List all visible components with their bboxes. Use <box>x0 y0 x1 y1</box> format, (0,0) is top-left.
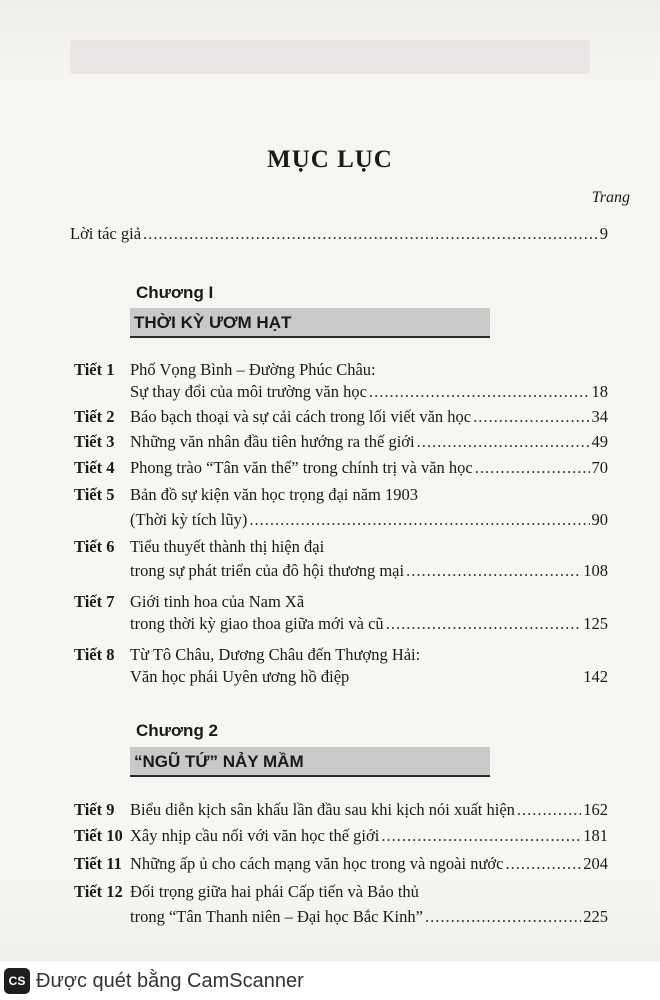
tiet-label: Tiết 4 <box>74 458 115 477</box>
entry-title: trong thời kỳ giao thoa giữa mới và cũ <box>130 614 384 633</box>
entry-title: trong sự phát triển của đô hội thương mại <box>130 561 405 580</box>
chapter-2-title: “NGŨ TỨ” NẢY MẦM <box>130 747 490 777</box>
tiet-label: Tiết 7 <box>74 592 115 611</box>
toc-entry-line[interactable] <box>130 592 608 612</box>
entry-title: Những ấp ủ cho cách mạng văn học trong và ngoài nước <box>130 854 504 873</box>
toc-entry-line[interactable] <box>130 800 608 820</box>
leader-dots <box>249 510 589 530</box>
entry-page: 70 <box>591 458 608 477</box>
camscanner-logo-icon: CS <box>4 968 30 994</box>
toc-entry-line[interactable] <box>130 360 608 380</box>
entry-page: 34 <box>591 407 608 426</box>
camscanner-watermark <box>0 962 660 1000</box>
preface-page: 9 <box>599 224 608 243</box>
toc-entry-line[interactable] <box>130 561 608 581</box>
entry-page: 90 <box>591 510 608 529</box>
entry-page: 181 <box>583 826 608 845</box>
entry-page: 125 <box>583 614 608 633</box>
chapter-1-title: THỜI KỲ ƯƠM HẠT <box>130 308 490 338</box>
toc-entry-line[interactable] <box>130 882 608 902</box>
entry-title: Sự thay đổi của môi trường văn học <box>130 382 367 401</box>
entry-title: Tiểu thuyết thành thị hiện đại <box>130 537 325 556</box>
toc-entry-line[interactable] <box>130 485 608 505</box>
leader-dots <box>386 614 582 634</box>
tiet-label: Tiết 2 <box>74 407 115 426</box>
toc-entry-line[interactable] <box>130 510 608 530</box>
entry-page: 204 <box>583 854 608 873</box>
bleed-header-band <box>70 40 590 74</box>
entry-title: Xây nhịp cầu nối với văn học thế giới <box>130 826 380 845</box>
preface-label: Lời tác giả <box>70 224 142 243</box>
entry-title: Từ Tô Châu, Dương Châu đến Thượng Hải: <box>130 645 421 664</box>
toc-entry-line[interactable] <box>130 645 608 665</box>
tiet-label: Tiết 9 <box>74 800 115 819</box>
toc-entry-line[interactable] <box>130 907 608 927</box>
tiet-label: Tiết 1 <box>74 360 115 379</box>
entry-title: Những văn nhân đầu tiên hướng ra thế giới <box>130 432 415 451</box>
tiet-label: Tiết 6 <box>74 537 115 556</box>
entry-page: 162 <box>583 800 608 819</box>
camscanner-text: Được quét bằng CamScanner <box>36 969 304 992</box>
toc-entry-line[interactable] <box>130 614 608 634</box>
toc-entry-line[interactable] <box>130 382 608 402</box>
entry-page: 18 <box>591 382 608 401</box>
leader-dots <box>505 854 581 874</box>
leader-dots <box>475 458 590 478</box>
entry-title: Bản đồ sự kiện văn học trọng đại năm 1903 <box>130 485 419 504</box>
entry-title: Phố Vọng Bình – Đường Phúc Châu: <box>130 360 376 379</box>
entry-title: Phong trào “Tân văn thể” trong chính trị và văn học <box>130 458 473 477</box>
entry-title: Báo bạch thoại và sự cải cách trong lối viết văn học <box>130 407 472 426</box>
tiet-label: Tiết 3 <box>74 432 115 451</box>
toc-entry-line[interactable] <box>130 826 608 846</box>
toc-entry-line[interactable] <box>130 537 608 557</box>
entry-title: Đối trọng giữa hai phái Cấp tiến và Bảo thủ <box>130 882 419 901</box>
toc-entry-line[interactable] <box>130 432 608 452</box>
tiet-label: Tiết 12 <box>74 882 123 901</box>
leader-dots <box>406 561 581 581</box>
entry-title: Văn học phái Uyên ương hồ điệp <box>130 667 350 686</box>
entry-page: 49 <box>591 432 608 451</box>
tiet-label: Tiết 5 <box>74 485 115 504</box>
leader-dots <box>369 382 590 402</box>
leader-dots <box>473 407 589 427</box>
entry-page: 142 <box>583 667 608 686</box>
page-title: MỤC LỤC <box>267 146 393 173</box>
leader-dots <box>417 432 590 452</box>
entry-title: Biểu diễn kịch sân khấu lần đầu sau khi kịch nói xuất hiện <box>130 800 515 819</box>
tiet-label: Tiết 11 <box>74 854 122 873</box>
leader-dots <box>425 907 581 927</box>
entry-title: Giới tinh hoa của Nam Xã <box>130 592 305 611</box>
toc-entry-line[interactable] <box>130 667 608 687</box>
chapter-1-label: Chương I <box>136 283 214 302</box>
toc-entry-preface[interactable] <box>70 224 608 244</box>
toc-entry-line[interactable] <box>130 854 608 874</box>
leader-dots <box>517 800 581 820</box>
page-column-label: Trang <box>591 189 630 206</box>
entry-page: 225 <box>583 907 608 926</box>
tiet-label: Tiết 10 <box>74 826 123 845</box>
tiet-label: Tiết 8 <box>74 645 115 664</box>
entry-title: trong “Tân Thanh niên – Đại học Bắc Kinh” <box>130 907 423 926</box>
toc-entry-line[interactable] <box>130 407 608 427</box>
entry-page: 108 <box>583 561 608 580</box>
leader-dots <box>381 826 581 846</box>
toc-entry-line[interactable] <box>130 458 608 478</box>
chapter-2-label: Chương 2 <box>136 721 219 740</box>
entry-title: (Thời kỳ tích lũy) <box>130 510 248 529</box>
leader-dots <box>143 224 598 244</box>
